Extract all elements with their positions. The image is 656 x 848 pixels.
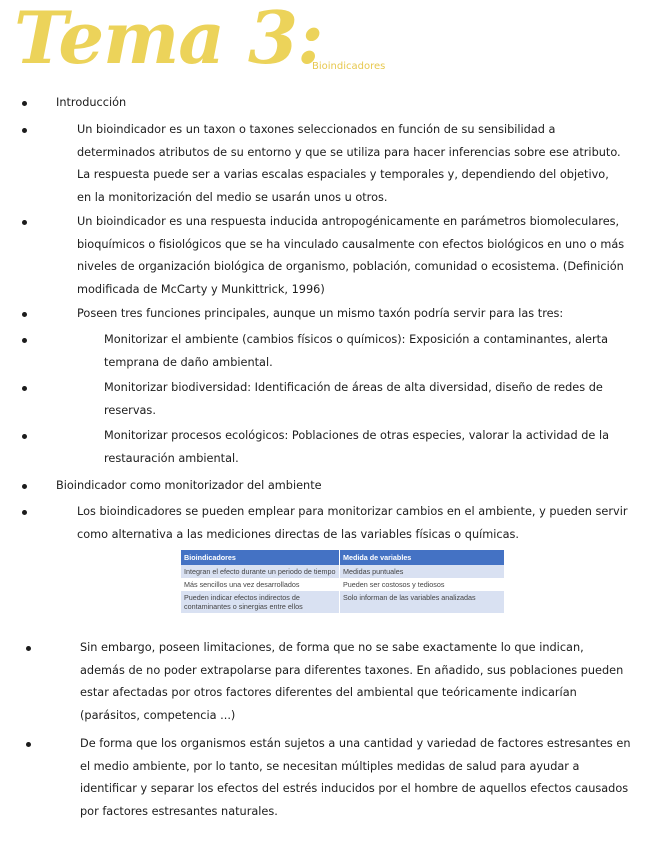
paragraph-text: Poseen tres funciones principales, aunque un mismo taxón podría servir para las tres: <box>77 307 564 320</box>
bullet-icon <box>22 434 27 439</box>
table-row <box>181 578 504 591</box>
table-row <box>181 565 504 578</box>
table-header-cell: Medida de variables <box>340 550 505 565</box>
paragraph-text: Un bioindicador es un taxon o taxones seleccionados en función de su sensibilidad a determinados atributos de su entorno y que se utiliza para hacer inferencias sobre ese atributo. La respuesta puede ser a varias escalas espaciales y temporales y, dependiendo del objetivo, en la monitorización del medio se usarán unos u otros. <box>77 123 621 204</box>
paragraph-alternativa <box>77 501 629 546</box>
table-row <box>181 591 504 613</box>
paragraph-functions <box>77 303 627 326</box>
bullet-icon <box>22 338 27 343</box>
paragraph-text: De forma que los organismos están sujetos a una cantidad y variedad de factores estresantes en el medio ambiente, por lo tanto, se necesitan múltiples medidas de salud para ayudar a identificar y separar los efectos del estrés inducidos por el hombre de aquellos efectos causados por factores estresantes naturales. <box>80 737 631 818</box>
paragraph-text: Un bioindicador es una respuesta inducida antropogénicamente en parámetros biomoleculares, bioquímicos o fisiológicos que se ha vinculado causalmente con efectos biológicos en uno o más niveles de organización biológica de organismo, población, comunidad o ecosistema. (Definición modificada de McCarty y Munkittrick, 1996) <box>77 215 625 296</box>
function-item-biodiversidad <box>104 377 626 422</box>
bullet-icon <box>22 101 27 106</box>
bullet-icon <box>26 742 31 747</box>
paragraph-definition-2 <box>77 211 634 301</box>
paragraph-text: Monitorizar procesos ecológicos: Poblaciones de otras especies, valorar la actividad de la restauración ambiental. <box>104 429 610 465</box>
function-item-ambiente <box>104 329 626 374</box>
paragraph-limitaciones <box>80 637 630 727</box>
comparison-table <box>181 550 504 613</box>
section2-heading: Bioindicador como monitorizador del ambiente <box>56 479 322 492</box>
bullet-icon <box>22 386 27 391</box>
paragraph-text: Monitorizar biodiversidad: Identificación de áreas de alta diversidad, diseño de redes de reservas. <box>104 381 603 417</box>
table-cell: Pueden indicar efectos indirectos de contaminantes o sinergias entre ellos <box>181 591 340 613</box>
page-title: Tema 3: <box>14 0 323 80</box>
page-header <box>14 0 644 98</box>
bullet-icon <box>22 220 27 225</box>
paragraph-estresantes <box>80 733 636 823</box>
paragraph-text: Sin embargo, poseen limitaciones, de forma que no se sabe exactamente lo que indican, además de no poder extrapolarse para diferentes taxones. En añadido, sus poblaciones pueden estar afectadas por otros factores diferentes del ambiental que teóricamente indicarían (parásitos, competencia ...) <box>80 641 624 722</box>
table-cell: Pueden ser costosos y tediosos <box>340 578 505 591</box>
bullet-icon <box>22 312 27 317</box>
paragraph-text: Los bioindicadores se pueden emplear para monitorizar cambios en el ambiente, y pueden servir como alternativa a las mediciones directas de las variables físicas o químicas. <box>77 505 628 541</box>
table-header-cell: Bioindicadores <box>181 550 340 565</box>
table-cell: Integran el efecto durante un periodo de tiempo <box>181 565 340 578</box>
table-cell: Solo informan de las variables analizadas <box>340 591 505 613</box>
bullet-icon <box>26 646 31 651</box>
bullet-icon <box>22 484 27 489</box>
intro-heading: Introducción <box>56 96 127 109</box>
section-heading-intro <box>56 92 616 115</box>
table-cell: Medidas puntuales <box>340 565 505 578</box>
function-item-procesos <box>104 425 626 470</box>
section-heading-monitorizador <box>56 475 616 498</box>
table-cell: Más sencillos una vez desarrollados <box>181 578 340 591</box>
paragraph-definition-1 <box>77 119 625 209</box>
bullet-icon <box>22 510 27 515</box>
page-subtitle: Bioindicadores <box>312 61 386 72</box>
table-header-row <box>181 550 504 565</box>
bullet-icon <box>22 128 27 133</box>
paragraph-text: Monitorizar el ambiente (cambios físicos o químicos): Exposición a contaminantes, alerta temprana de daño ambiental. <box>104 333 609 369</box>
